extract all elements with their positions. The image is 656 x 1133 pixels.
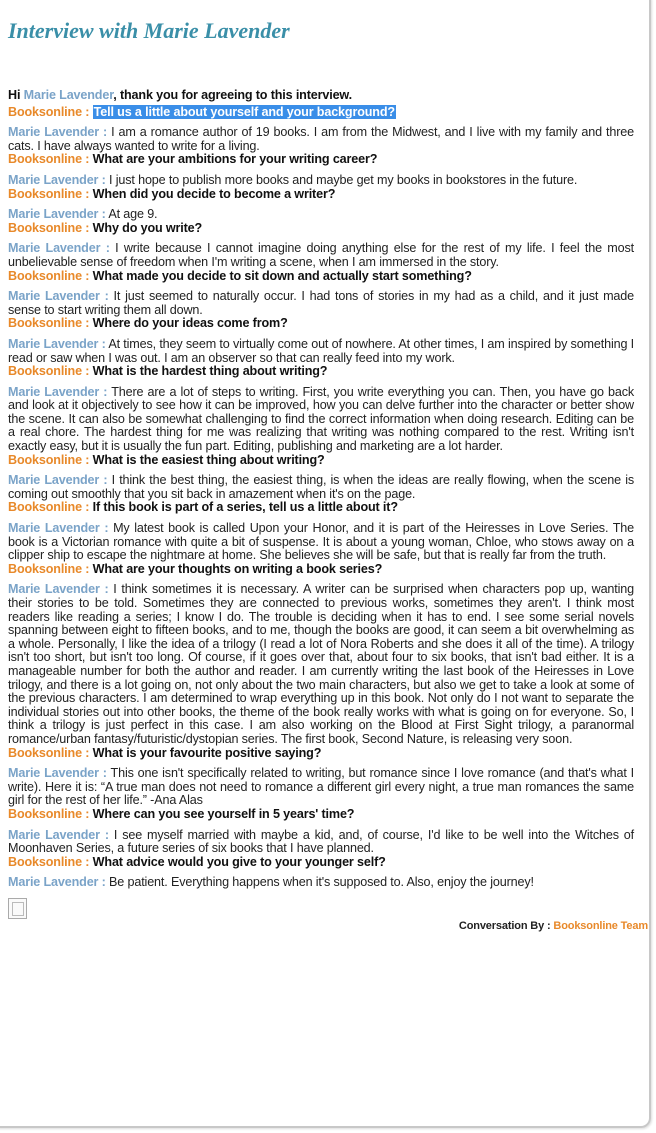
- interviewer-label: Booksonline :: [8, 186, 90, 201]
- question: [8, 501, 634, 515]
- author-label: Marie Lavender :: [8, 521, 109, 536]
- author-label: Marie Lavender :: [8, 766, 107, 781]
- answer: [8, 208, 634, 222]
- answer: [8, 242, 634, 269]
- author-label: Marie Lavender :: [8, 289, 109, 304]
- qa-list: [8, 126, 634, 890]
- greeting-text: , thank you for agreeing to this interview.: [113, 88, 352, 102]
- author-label: Marie Lavender :: [8, 827, 109, 842]
- answer: [8, 386, 634, 454]
- question-text: What advice would you give to your younger self?: [92, 854, 386, 869]
- conversation-credit: [8, 920, 648, 934]
- interviewer-label: Booksonline :: [8, 104, 90, 119]
- greeting-hi: Hi: [8, 88, 21, 102]
- question-text: What are your ambitions for your writing career?: [92, 152, 378, 167]
- answer-text: I am a romance author of 19 books. I am from the Midwest, and I live with my family and three cats. I have always wanted to write for a living.: [8, 125, 634, 153]
- interviewer-label: Booksonline :: [8, 561, 90, 576]
- answer-text: I just hope to publish more books and maybe get my books in bookstores in the future.: [109, 172, 578, 187]
- interviewer-label: Booksonline :: [8, 854, 90, 869]
- credit-team[interactable]: Booksonline Team: [553, 919, 648, 932]
- question: [8, 808, 634, 822]
- answer-text: I write because I cannot imagine doing anything else for the rest of my life. I feel the most unbelievable sense of freedom when I'm writing a scene, when I am immersed in the story.: [8, 241, 635, 269]
- answer-text: At age 9.: [108, 207, 158, 222]
- author-label: Marie Lavender :: [8, 582, 109, 597]
- answer: [8, 522, 634, 563]
- question-text: When did you decide to become a writer?: [92, 186, 336, 201]
- interviewer-label: Booksonline :: [8, 452, 90, 467]
- page-title: Interview with Marie Lavender: [8, 18, 290, 43]
- answer: [8, 583, 634, 746]
- author-label: Marie Lavender :: [8, 207, 106, 222]
- answer: [8, 474, 634, 501]
- question: [8, 747, 634, 761]
- question: [8, 270, 634, 284]
- interviewer-label: Booksonline :: [8, 806, 90, 821]
- answer-text: At times, they seem to virtually come out of nowhere. At other times, I am inspired by something I read or saw when I was out. I am an observer so that can really feed into my work.: [8, 336, 635, 365]
- author-label: Marie Lavender :: [8, 125, 108, 140]
- answer-text: Be patient. Everything happens when it's supposed to. Also, enjoy the journey!: [109, 875, 534, 890]
- author-label: Marie Lavender :: [8, 384, 108, 399]
- question-text: If this book is part of a series, tell us a little about it?: [92, 500, 398, 515]
- answer: [8, 767, 634, 808]
- question: [8, 153, 634, 167]
- question-text: What is your favourite positive saying?: [92, 745, 322, 760]
- interview-body: [8, 88, 648, 933]
- question-text: Where can you see yourself in 5 years' time?: [92, 806, 355, 821]
- author-label: Marie Lavender :: [8, 241, 110, 256]
- answer-text: This one isn't specifically related to writing, but romance since I love romance (and that's what I write). Here it is: “A true man does not need to romance a different girl every night, a true man romances the same girl for the rest of her life.” -Ana Alas: [8, 766, 635, 808]
- question: [8, 317, 634, 331]
- answer-text: I think sometimes it is necessary. A writer can be surprised when characters pop up, wanting their stories to be told. Sometimes they are connected to previous works, sometimes they aren't. I think most readers like reading a series; I know I do. The trouble is deciding when it has to end. I see some serial novels spanning between eight to fifteen books, and to me, though the books are good, it can seem a bit overwhelming as a whole. Personally, I like the idea of a trilogy (I read a lot of Nora Roberts and she does it all of the time). A trilogy isn't too short, but isn't too long. Of course, if it goes over that, about four to six books, that isn't bad either. It is a manageable number for both the author and reader. I am currently writing the last book of the Heiresses in Love trilogy, and there is a lot going on, not only about the two main characters, but also we get to take a look at some of the previous characters. I am determined to wrap everything up in this book. Not only do I not want to separate the individual stories out into other books, the theme of the book really works with what is going on for everyone. So, I think a trilogy is just perfect in this case. I am also working on the Blood at First Sight trilogy, a paranormal romance/urban fantasy/futuristic/dystopian series. The first book, Second Nature, is releasing very soon.: [8, 582, 634, 746]
- interviewer-label: Booksonline :: [8, 316, 90, 331]
- selected-question-text[interactable]: Tell us a little about yourself and your background?: [93, 104, 395, 119]
- credit-label: Conversation By :: [458, 919, 551, 932]
- answer-text: I think the best thing, the easiest thing, is when the ideas are really flowing, when the scene is coming out smoothly that you sit back in amazement when it's on the page.: [8, 473, 634, 501]
- interviewer-label: Booksonline :: [8, 745, 90, 760]
- question-text: Why do you write?: [92, 220, 203, 235]
- question: [8, 563, 634, 577]
- interviewer-label: Booksonline :: [8, 268, 90, 283]
- interviewer-label: Booksonline :: [8, 500, 90, 515]
- question: [8, 222, 634, 236]
- question: [8, 856, 634, 870]
- author-label: Marie Lavender :: [8, 875, 106, 890]
- author-label: Marie Lavender :: [8, 172, 106, 187]
- answer: [8, 174, 634, 188]
- broken-image-icon: [8, 898, 27, 919]
- question: [8, 454, 634, 468]
- answer-text: There are a lot of steps to writing. First, you write everything you can. Then, you have go back and look at it objectively to see how it can be improved, how you can delve further into the character or better show the scene. It can also be somewhat challenging to find the correct information when doing research. Editing can be a real chore. The hardest thing for me was realizing that writing was nothing compared to the rest. Writing isn't exactly easy, but it is usually the fun part. Editing, publishing and marketing are a lot harder.: [8, 384, 634, 454]
- interviewer-label: Booksonline :: [8, 152, 90, 167]
- question-text: Where do your ideas come from?: [92, 316, 288, 331]
- answer: [8, 829, 634, 856]
- question-text: What is the hardest thing about writing?: [92, 364, 328, 379]
- author-label: Marie Lavender :: [8, 473, 108, 488]
- question: [8, 106, 634, 120]
- interviewer-label: Booksonline :: [8, 364, 90, 379]
- question-text: What made you decide to sit down and actually start something?: [92, 268, 472, 283]
- answer-text: My latest book is called Upon your Honor, and it is part of the Heiresses in Love Series. The book is a Victorian romance with quite a bit of suspense. It is about a young woman, Chloe, who stows away on a clipper ship to escape the nightmare at home. She believes she will be safe, but that is really far from the truth.: [8, 521, 635, 563]
- author-label: Marie Lavender :: [8, 336, 106, 351]
- author-name: Marie Lavender: [23, 88, 114, 102]
- answer-text: It just seemed to naturally occur. I had tons of stories in my had as a child, and it just made sense to start writing them all down.: [8, 289, 634, 317]
- question-text: What are your thoughts on writing a book series?: [92, 561, 383, 576]
- answer-text: I see myself married with maybe a kid, and, of course, I'd like to be well into the Witches of Moonhaven Series, a future series of six books that I have planned.: [8, 827, 635, 856]
- greeting: [8, 89, 634, 103]
- answer: [8, 126, 634, 153]
- answer: [8, 338, 634, 365]
- question: [8, 365, 634, 379]
- answer: [8, 290, 634, 317]
- question-text: What is the easiest thing about writing?: [92, 452, 325, 467]
- question: [8, 188, 634, 202]
- interviewer-label: Booksonline :: [8, 220, 90, 235]
- answer: [8, 876, 634, 890]
